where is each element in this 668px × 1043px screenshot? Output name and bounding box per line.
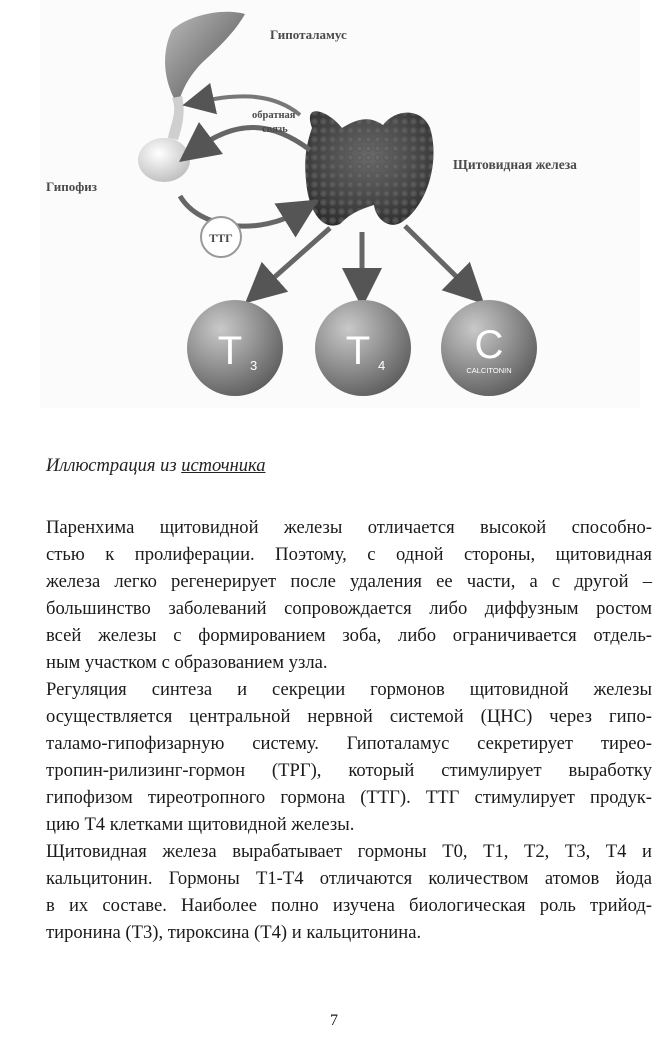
tsh-label: ТТГ — [209, 231, 233, 245]
text-line: всей железы с формированием зоба, либо ограничивается отдель- — [46, 625, 652, 646]
source-link[interactable]: источника — [181, 456, 266, 476]
text-line: стью к пролиферации. Поэтому, с одной стороны, щитовидная — [46, 544, 652, 565]
text-line: в их составе. Наиболее полно изучена биологическая роль трийод- — [46, 895, 652, 916]
text-line: Щитовидная железа вырабатывает гормоны Т0, Т1, Т2, Т3, Т4 и — [46, 841, 652, 862]
figure-svg — [40, 0, 640, 408]
feedback-label-line1: обратная — [252, 110, 296, 121]
t4-label: T — [345, 329, 371, 373]
c-label: C — [474, 323, 504, 367]
thyroid-regulation-figure — [40, 0, 640, 408]
paragraph-3 — [46, 838, 652, 946]
thyroid-label: Щитовидная железа — [453, 157, 577, 172]
caption-prefix: Иллюстрация из — [46, 456, 182, 476]
pituitary-shape — [138, 138, 190, 182]
text-line: таламо-гипофизарную систему. Гипоталамус секретирует тирео- — [46, 733, 652, 754]
text-line: гипофизом тиреотропного гормона (ТТГ). ТТГ стимулирует продук- — [46, 787, 652, 808]
body-text — [46, 514, 652, 946]
page-number: 7 — [330, 1012, 338, 1029]
c-sublabel: CALCITONIN — [466, 366, 512, 375]
t3-label: T — [217, 329, 243, 373]
text-line: тиронина (Т3), тироксина (Т4) и кальцитонина. — [46, 922, 422, 943]
pituitary-label: Гипофиз — [46, 179, 97, 194]
text-line: железа легко регенерирует после удаления ее части, а с другой – — [46, 571, 652, 592]
t3-subscript: 3 — [250, 358, 258, 373]
feedback-label-line2: связь — [262, 124, 288, 135]
text-line: тропин-рилизинг-гормон (ТРГ), который стимулирует выработку — [46, 760, 652, 781]
text-line: Регуляция синтеза и секреции гормонов щитовидной железы — [46, 679, 652, 700]
text-line: осуществляется центральной нервной системой (ЦНС) через гипо- — [46, 706, 652, 727]
figure-caption — [46, 456, 265, 477]
text-line: кальцитонин. Гормоны Т1-Т4 отличаются количеством атомов йода — [46, 868, 652, 889]
text-line: цию Т4 клетками щитовидной железы. — [46, 814, 355, 835]
paragraph-2 — [46, 676, 652, 838]
paragraph-1 — [46, 514, 652, 676]
hypothalamus-label: Гипоталамус — [270, 27, 347, 42]
text-line: ным участком с образованием узла. — [46, 652, 328, 673]
t4-subscript: 4 — [378, 358, 386, 373]
text-line: Паренхима щитовидной железы отличается высокой способно- — [46, 517, 652, 538]
text-line: большинство заболеваний сопровождается либо диффузным ростом — [46, 598, 652, 619]
